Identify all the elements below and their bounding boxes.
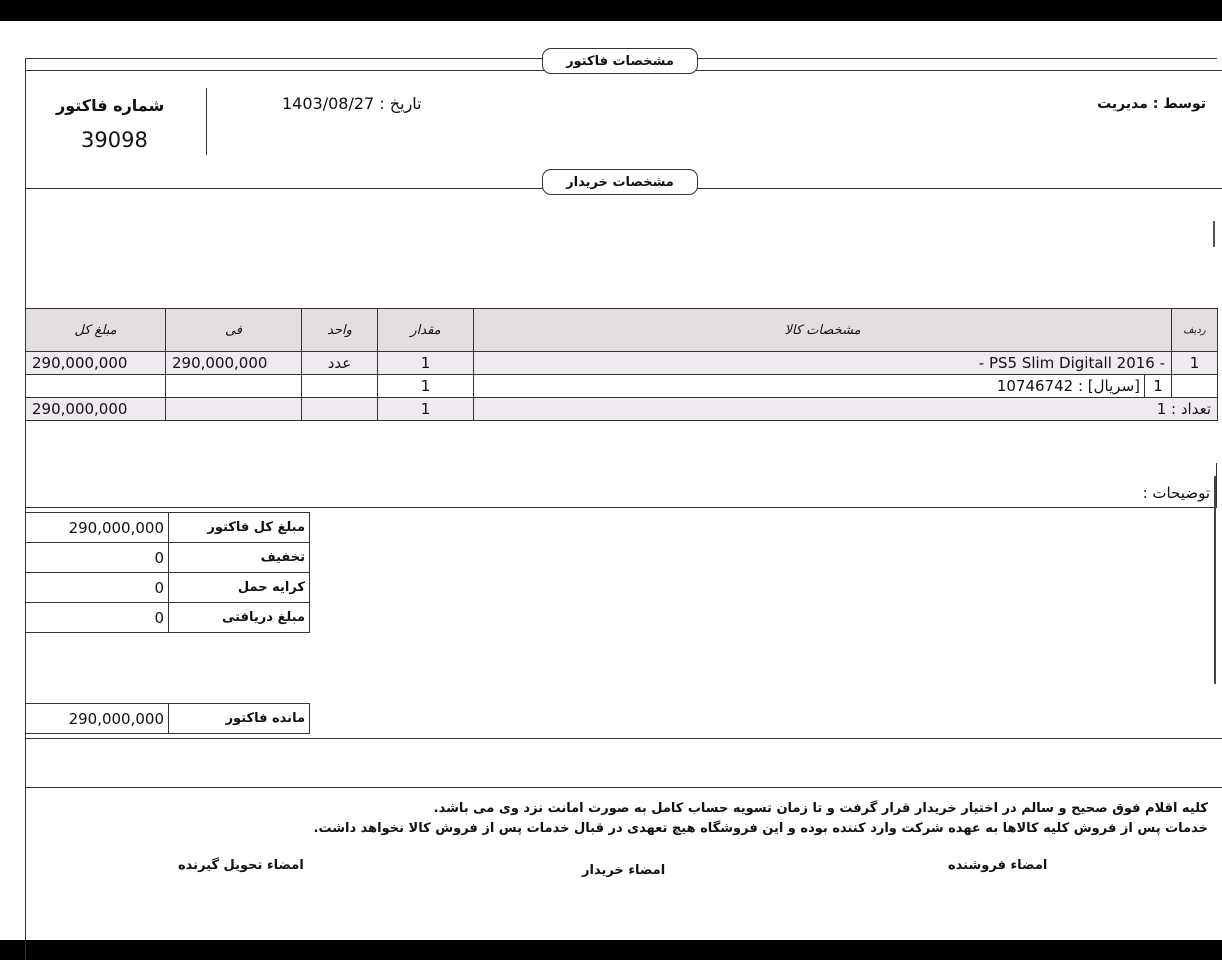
summary-value: 0 [26,573,169,603]
serial-description [474,375,1172,398]
footer-quantity: 1 [378,398,474,421]
header-row: ردیف [1172,309,1218,352]
signature-seller: امضاء فروشنده [948,858,1048,873]
serial-unit [302,375,378,398]
right-edge-mark [1214,476,1216,684]
remaining-label: مانده فاکتور [169,704,310,734]
header-total: مبلغ کل [26,309,166,352]
items-table [25,308,1218,421]
header-quantity: مقدار [378,309,474,352]
table-row [26,352,1218,375]
summary-value: 0 [26,543,169,573]
summary-row [26,543,310,573]
serial-index: 1 [1144,375,1171,397]
summary-row [26,603,310,633]
notes-label: توضیحات : [1142,484,1210,502]
summary-label: مبلغ دریافتی [169,603,310,633]
header-price: فی [166,309,302,352]
item-price: 290,000,000 [166,352,302,375]
signature-buyer: امضاء خریدار [582,863,666,878]
summary-label: مبلغ کل فاکتور [169,513,310,543]
footer-count: تعداد : 1 [474,398,1218,421]
serial-quantity: 1 [378,375,474,398]
notes-area [25,463,1217,508]
item-row: 1 [1172,352,1218,375]
header-unit: واحد [302,309,378,352]
invoice-page [0,21,1222,940]
invoice-number: 39098 [81,128,148,152]
summary-table [25,512,310,633]
serial-number: [سریال] : 10746742 [996,377,1140,395]
section-buyer-title: مشخصات خریدار [542,169,698,195]
summary-value: 0 [26,603,169,633]
item-unit: عدد [302,352,378,375]
invoice-number-label: شماره فاکتور [56,96,165,115]
serial-row [1172,375,1218,398]
remaining-row [26,704,310,734]
terms-line-1: کلیه اقلام فوق صحیح و سالم در اختیار خریدار قرار گرفت و تا زمان تسویه حساب کامل به صورت امانت نزد وی می باشد. [433,801,1208,816]
header-description: مشخصات کالا [474,309,1172,352]
divider [25,787,1222,788]
table-header [26,309,1218,352]
serial-price [166,375,302,398]
issued-by: توسط : مدیریت [1097,96,1206,112]
signature-receiver: امضاء تحویل گیرنده [178,858,304,873]
item-total: 290,000,000 [26,352,166,375]
footer-price [166,398,302,421]
summary-label: کرایه حمل [169,573,310,603]
terms-line-2: خدمات پس از فروش کلیه کالاها به عهده شرکت وارد کننده بوده و این فروشگاه هیچ تعهدی در قبال خدمات پس از فروش کالا نخواهد داشت. [313,821,1208,836]
footer-unit [302,398,378,421]
table-footer [26,398,1218,421]
header-separator [206,88,207,155]
invoice-date: تاریخ : 1403/08/27 [282,94,422,113]
remaining-value: 290,000,000 [26,704,169,734]
summary-row [26,513,310,543]
serial-total [26,375,166,398]
summary-row [26,573,310,603]
remaining-table [25,703,310,734]
edge-mark [1213,221,1215,247]
divider [25,738,1222,739]
table-row-serial [26,375,1218,398]
summary-value: 290,000,000 [26,513,169,543]
item-quantity: 1 [378,352,474,375]
footer-total: 290,000,000 [26,398,166,421]
summary-label: تخفیف [169,543,310,573]
item-description: - PS5 Slim Digitall 2016 - [474,352,1172,375]
section-invoice-title: مشخصات فاکتور [542,48,698,74]
